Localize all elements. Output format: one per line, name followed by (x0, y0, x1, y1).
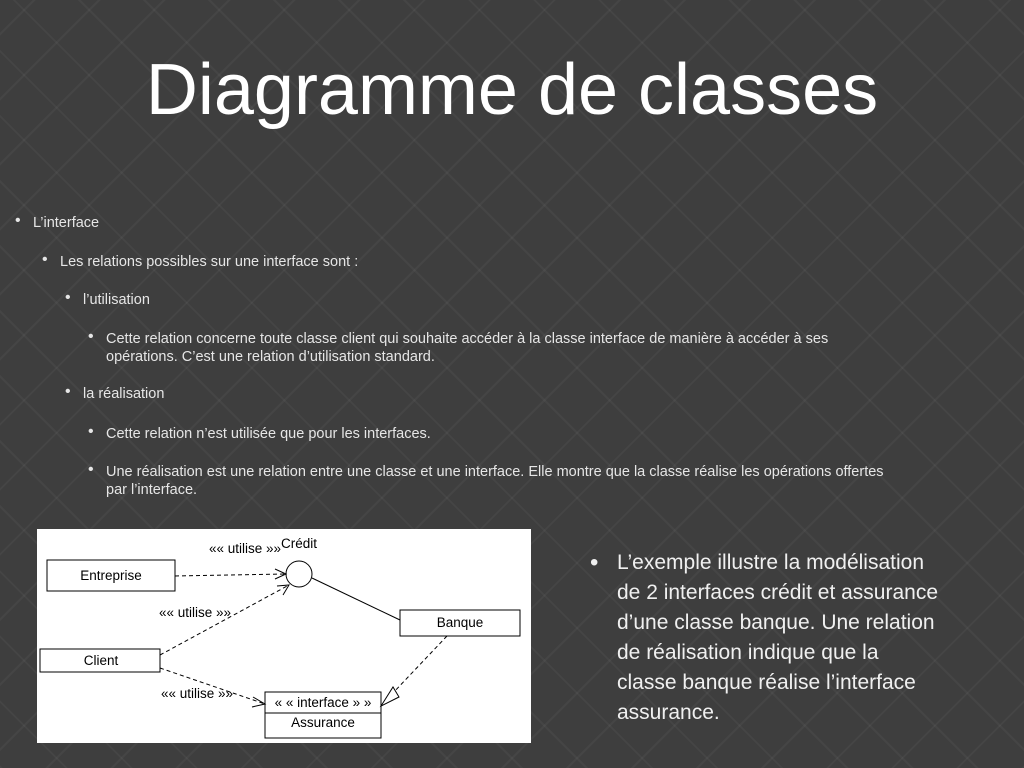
interface-label-credit: Crédit (280, 536, 318, 551)
bullet-dot-icon: • (65, 383, 71, 400)
example-description (590, 548, 1017, 728)
bullet-text: Les relations possibles sur une interface sont : (60, 254, 359, 270)
realization-line-assurance (392, 636, 447, 694)
utilise-label-1: «« utilise »» (209, 541, 282, 556)
description-line: classe banque réalise l’interface (617, 671, 916, 694)
utilise-label-2: «« utilise »» (159, 605, 232, 620)
bullet-text: l’utilisation (83, 292, 150, 308)
bullet-dot-icon: • (590, 549, 599, 576)
bullet-utilisation (65, 289, 150, 309)
bullet-dot-icon: • (88, 328, 94, 345)
bullet-text: la réalisation (83, 386, 165, 402)
bullet-realisation-desc-2 (88, 461, 1006, 499)
class-label-entreprise: Entreprise (80, 568, 142, 583)
bullet-text-line: Une réalisation est une relation entre une classe et une interface. Elle montre que la classe réalise les opérations offertes (106, 464, 884, 480)
bullet-interface (15, 212, 100, 232)
bullet-dot-icon: • (15, 212, 21, 229)
description-line: d’une classe banque. Une relation (617, 611, 935, 634)
bullet-text-line: par l’interface. (106, 482, 198, 498)
uml-diagram-svg (37, 529, 531, 743)
bullet-text-line: opérations. C’est une relation d’utilisation standard. (106, 349, 435, 365)
class-label-assurance: Assurance (291, 715, 355, 730)
class-label-banque: Banque (436, 615, 484, 630)
dependency-line-client-credit (160, 585, 289, 655)
slide-title: Diagramme de classes (145, 50, 879, 130)
bullet-relations (42, 251, 359, 271)
description-line: L’exemple illustre la modélisation (617, 551, 924, 574)
description-line: de réalisation indique que la (617, 641, 879, 664)
bullet-text: Cette relation n’est utilisée que pour les interfaces. (106, 426, 431, 442)
bullet-dot-icon: • (88, 461, 94, 478)
bullet-realisation (65, 383, 165, 403)
class-label-client: Client (83, 653, 119, 668)
uml-class-diagram (37, 529, 531, 743)
bullet-realisation-desc-1 (88, 423, 431, 443)
description-line: assurance. (617, 701, 720, 724)
arrowhead-icon (252, 697, 265, 707)
bullet-dot-icon: • (88, 423, 94, 440)
dependency-line-entreprise (175, 574, 284, 576)
assurance-stereotype: « « interface » » (274, 695, 372, 710)
bullet-dot-icon: • (42, 251, 48, 268)
bullet-text: L’interface (33, 215, 100, 231)
bullet-utilisation-desc (88, 328, 1006, 366)
bullet-text-line: Cette relation concerne toute classe client qui souhaite accéder à la classe interface de manière à accéder à ses (106, 331, 829, 347)
description-line: de 2 interfaces crédit et assurance (617, 581, 939, 604)
realization-line-credit (312, 578, 400, 620)
bullet-dot-icon: • (65, 289, 71, 306)
interface-circle-credit (286, 561, 312, 587)
utilise-label-3: «« utilise »» (161, 686, 234, 701)
